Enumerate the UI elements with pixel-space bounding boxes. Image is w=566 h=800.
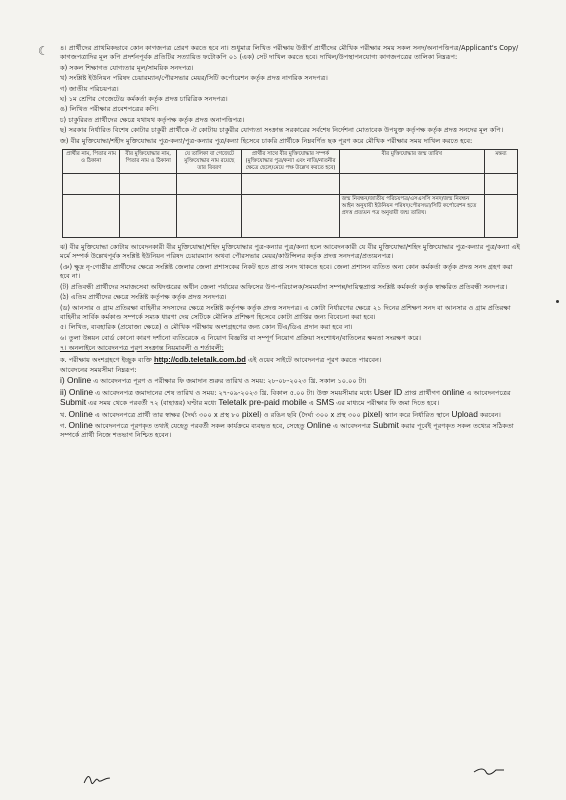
text: এর সময় থেকে পরবর্তী ৭২ (বাহাত্তর) ঘণ্টার মধ্যে bbox=[86, 399, 219, 408]
text: এ আবেদনপত্র জমাদানের শেষ তারিখ ও সময়: ২৭-০৯-২০২৩ খ্রি. বিকাল ৫.০০ টা। উক্ত সময়সীমার মধ্যে bbox=[93, 388, 374, 397]
text: প্রাপ্ত প্রার্থীগণ bbox=[402, 388, 443, 397]
list-item-da: (ড) আনসার ও গ্রাম প্রতিরক্ষা বাহিনীর সদস্যদের ক্ষেত্রে সংশ্লিষ্ট কর্তৃপক্ষ কর্তৃক প্রদত্ত সনদপত্র। এ কোটা নির্ধারণের ক্ষেত্রে ২১ দিনের প্রশিক্ষণ সনদ বা আনসার ও গ্রাম প্রতিরক্ষা বাহিনীর সার্বিক কর্মকাণ্ড সম্পর্কে সম্যক ধারণা দেয় সেটিকে মৌলিক প্রশিক্ষণ হিসেবে কোটা প্রাপ্তির জন্য বিবেচনা করা হবে। bbox=[60, 303, 511, 321]
table-cell bbox=[242, 195, 339, 238]
text: ii) Online bbox=[60, 386, 94, 397]
table-header-cell: প্রার্থীর সাথে বীর মুক্তিযোদ্ধার সম্পর্ক (মুক্তিযোদ্ধার পুত্র/কন্যা এবং নাতি/নাতনীর ক্ষেত্রে ছেলে/মেয়ে পক্ষ উল্লেখ করতে হবে) bbox=[242, 150, 339, 174]
table-header-cell: বীর মুক্তিযোদ্ধার নাম, পিতার নাম ও ঠিকানা bbox=[120, 150, 177, 174]
text: করার পূর্বেই পূরণকৃত সকল তথ্যের সঠিকতা সম্পর্কে প্রার্থী নিজে শতভাগ নিশ্চিত হবেন। bbox=[60, 421, 514, 440]
text: Teletalk pre-paid mobile bbox=[218, 397, 307, 408]
text: SMS bbox=[316, 397, 335, 408]
text: pixel bbox=[362, 408, 381, 419]
table-cell bbox=[484, 195, 517, 238]
paragraph-5: ৫। লিখিত, ব্যবহারিক (প্রযোজ্য ক্ষেত্রে) ও মৌখিক পরীক্ষায় অংশগ্রহণের জন্য কোন টিএ/ডিএ প্রদান করা হবে না। bbox=[60, 323, 353, 332]
text: ক. পরীক্ষায় অংশগ্রহণে ইচ্ছুক ব্যক্তি bbox=[60, 355, 154, 364]
list-item-kha: খ) সংশ্লিষ্ট ইউনিয়ন পরিষদ চেয়ারম্যান/পৌরসভার মেয়র/সিটি কর্পোরেশন কর্তৃক প্রদত্ত নাগরিক সনদপত্র। bbox=[60, 74, 328, 83]
list-item-jha: ঝ) বীর মুক্তিযোদ্ধা কোটায় আবেদনকারী বীর মুক্তিযোদ্ধা/শহিদ মুক্তিযোদ্ধার পুত্র-কন্যার পুত্র/কন্যা হলে আবেদনকারী যে বীর মুক্তিযোদ্ধা/শহিদ মুক্তিযোদ্ধার পুত্র-কন্যার পুত্র/কন্যা এই মর্মে সম্পর্ক উল্লেখপূর্বক সংশ্লিষ্ট ইউনিয়ন পরিষদ চেয়ারম্যান অথবা পৌরসভার মেয়র/কাউন্সিলর কর্তৃক প্রদত্ত সনদপত্র/প্রত্যয়নপত্র। bbox=[60, 243, 520, 261]
list-item-ka: ক) সকল শিক্ষাগত যোগ্যতার মূল/সাময়িক সনদপত্র। bbox=[60, 63, 194, 72]
table-cell bbox=[177, 195, 242, 238]
table-header-row bbox=[63, 150, 518, 174]
text: online bbox=[442, 386, 465, 397]
table-row bbox=[63, 174, 518, 195]
section-7-kha bbox=[60, 410, 520, 420]
schedule-item-i bbox=[60, 376, 520, 386]
list-item-chha: ছ) সরকার নির্ধারিত বিশেষ কোটার চাকুরী প্রার্থীকে ঐ কোটায় চাকুরীর যোগ্যতা সংক্রান্ত সরকারের সর্বশেষ নির্দেশনা মোতাবেক উপযুক্ত কর্তৃপক্ষ কর্তৃক প্রদত্ত সনদের মূল কপি। bbox=[60, 126, 504, 135]
text: এ আবেদনপত্রের bbox=[464, 388, 511, 397]
text: Online bbox=[68, 408, 93, 419]
section-7-title: ৭। অনলাইনে আবেদনপত্র পূরণ সংক্রান্ত নিয়মাবলী ও শর্তাবলী: bbox=[60, 344, 224, 353]
list-item-ja: জ) বীর মুক্তিযোদ্ধা/শহীদ মুক্তিযোদ্ধার পুত্র-কন্যা/পুত্র-কন্যার পুত্র/কন্যা হিসেবে চাকরি প্রার্থীকে নিম্নবর্ণিত ছক পূরণ করে মৌখিক পরীক্ষার সময় দাখিল করতে হবে: bbox=[60, 136, 473, 145]
table-cell bbox=[484, 174, 517, 195]
table-row bbox=[63, 195, 518, 238]
margin-dot bbox=[556, 300, 559, 303]
table-cell bbox=[63, 195, 120, 238]
table-header-cell: যে তালিকা বা গেজেটে মুক্তিযোদ্ধার নাম রয়েছে তার বিবরণ bbox=[177, 150, 242, 174]
list-item-cha: চ) চাকুরিরত প্রার্থীদের ক্ষেত্রে যথাযথ কর্তৃপক্ষ কর্তৃক প্রদত্ত অনাপত্তিপত্র। bbox=[60, 115, 245, 124]
application-url-link[interactable]: http://cdb.teletalk.com.bd bbox=[153, 354, 246, 364]
table-cell bbox=[63, 174, 120, 195]
table-cell bbox=[120, 195, 177, 238]
table-header-cell: বীর মুক্তিযোদ্ধার জন্ম তারিখ bbox=[339, 150, 484, 174]
text: এ আবেদনপত্র পূরণ ও পরীক্ষার ফি জমাদান শুরুর তারিখ ও সময়: ২৮-০৮-২০২৩ খ্রি. সকাল ১০.০০ টা। bbox=[91, 377, 367, 386]
table-cell bbox=[242, 174, 339, 195]
punch-hole-mark: ☾ bbox=[38, 44, 49, 58]
section-7-ga bbox=[60, 421, 520, 441]
document-body bbox=[60, 44, 520, 442]
text: করবেন। bbox=[477, 410, 501, 419]
text: আবেদনপত্রে পূরণকৃত তথ্যই যেহেতু পরবর্তী সকল কার্যক্রমে ব্যবহৃত হবে, সেহেতু bbox=[92, 421, 307, 430]
list-item-ta: (ট) প্রতিবন্ধী প্রার্থীদের সমাজসেবা অধিদপ্তরের অধীন জেলা পর্যায়ের অফিসের উপ-পরিচালক/সমমর্যাদা সম্পন্ন/দায়িত্বপ্রাপ্ত সংশ্লিষ্ট কর্মকর্তা কর্তৃক স্বাক্ষরিত প্রতিবন্ধী সনদপত্র। bbox=[60, 282, 508, 291]
text: এই ওয়েব সাইটে আবেদনপত্র পূরণ করতে পারবেন। bbox=[245, 355, 382, 364]
table-cell bbox=[177, 174, 242, 195]
text: গ. bbox=[60, 421, 69, 430]
list-item-nya: (ঞ) ক্ষুদ্র নৃ-গোষ্ঠীর প্রার্থীদের ক্ষেত্রে সংশ্লিষ্ট জেলার জেলা প্রশাসকের নিকট হতে প্রাপ্ত সনদ থাকতে হবে। জেলা প্রশাসন ব্যতিত অন্য কোন কর্মকর্তা কর্তৃক প্রদত্ত সনদ গ্রহণ করা হবে না। bbox=[60, 262, 513, 281]
list-item-tha: (ঠ) এতিম প্রার্থীদের ক্ষেত্রে সংশ্লিষ্ট কর্তৃপক্ষ কর্তৃক প্রদত্ত সনদপত্র। bbox=[60, 293, 227, 302]
text: Submit bbox=[372, 419, 399, 430]
paragraph-4: ৪। প্রার্থীদের প্রাথমিকভাবে কোন কাগজপত্র প্রেরণ করতে হবে না। শুধুমাত্র লিখিত পরীক্ষায় উত্তীর্ণ প্রার্থীদের মৌখিক পরীক্ষার সময় সকল সনদ/অনাপত্তিপত্র/Applicant's Copy/কাগজপত্রাদির মূল কপি প্রদর্শনপূর্বক প্রতিটির সত্যায়িত ফটোকপি ০১ (এক) সেট দাখিল করতে হবে। দাখিল/উপস্থাপনযোগ্য কাগজপত্রের তালিকা নিম্নরূপ: bbox=[60, 44, 519, 62]
table-header-cell: মন্তব্য bbox=[484, 150, 517, 174]
text: এ bbox=[306, 399, 316, 408]
text: Online bbox=[68, 419, 93, 430]
section-7-ka bbox=[60, 355, 520, 365]
text: ) ও রঙিন ছবি (দৈর্ঘ্য ৩০০ x প্রস্থ ৩০০ bbox=[259, 410, 363, 419]
paragraph-6: ৬। তুলা উন্নয়ন বোর্ড কোনো কারণ দর্শানো ব্যতিরেকে এ নিয়োগ বিজ্ঞপ্তি বা সম্পূর্ণ নিয়োগ প্রক্রিয়া সংশোধন/বাতিলের ক্ষমতা সংরক্ষণ করে। bbox=[60, 333, 421, 342]
initials-signature-right bbox=[472, 764, 506, 781]
text: ) স্ক্যান করে নির্ধারিত স্থানে bbox=[380, 410, 452, 419]
schedule-label: আবেদনের সময়সীমা নিম্নরূপ: bbox=[60, 365, 137, 374]
initials-signature-left bbox=[81, 771, 112, 790]
text: Upload bbox=[451, 408, 478, 419]
freedom-fighter-table bbox=[62, 149, 518, 238]
text: User ID bbox=[373, 386, 403, 397]
list-item-ga: গ) জাতীয় পরিচয়পত্র। bbox=[60, 84, 119, 93]
list-item-gha: ঘ) ১ম শ্রেণির গেজেটেড কর্মকর্তা কর্তৃক প্রদত্ত চারিত্রিক সনদপত্র। bbox=[60, 95, 228, 104]
signature-scribble-icon bbox=[472, 764, 506, 778]
text: খ. bbox=[60, 410, 69, 419]
schedule-item-ii bbox=[60, 388, 520, 409]
table-header-cell: প্রার্থীর নাম, পিতার নাম ও ঠিকানা bbox=[63, 150, 120, 174]
text: এ আবেদনপত্র bbox=[330, 421, 373, 430]
text: এর মাধ্যমে পরীক্ষার ফি জমা দিতে হবে। bbox=[334, 399, 440, 408]
text: Submit bbox=[60, 397, 87, 408]
text: pixel bbox=[241, 408, 260, 419]
text: i) Online bbox=[60, 375, 92, 386]
text: এ আবেদনপত্রে প্রার্থী তার স্বাক্ষর (দৈর্ঘ্য ৩০০ x প্রস্থ ৮০ bbox=[92, 410, 242, 419]
text: Online bbox=[306, 419, 331, 430]
signature-scribble-icon bbox=[81, 771, 112, 787]
list-item-uma: ঙ) লিখিত পরীক্ষার প্রবেশপত্রের কপি। bbox=[60, 105, 159, 114]
table-cell-birthdate-note: জন্ম নিবন্ধন/জাতীয় পরিচয়পত্র/এসএসসি সনদ/জন্ম নিবন্ধন আইন অনুযায়ী ইউনিয়ন পরিষদ/পৌরসভা/সিটি কর্পোরেশন হতে প্রদত্ত প্রত্যয়ন পত্র অনুযায়ী জন্ম তারিখ। bbox=[339, 195, 484, 238]
table-cell bbox=[339, 174, 484, 195]
table-cell bbox=[120, 174, 177, 195]
